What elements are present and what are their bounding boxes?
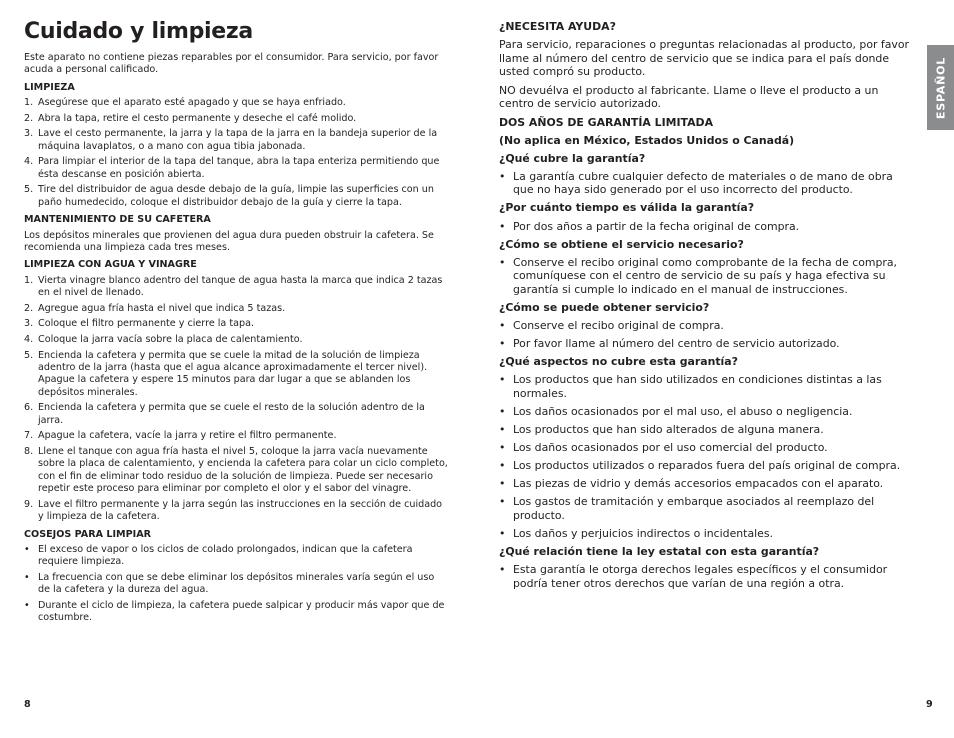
left-content (24, 52, 448, 630)
right-page (499, 0, 933, 738)
answer-list (499, 563, 913, 590)
question-heading: ¿Qué relación tiene la ley estatal con esta garantía? (499, 544, 820, 558)
language-tab-label: ESPAÑOL (934, 56, 947, 119)
list-item: 3. Lave el cesto permanente, la jarra y la tapa de la jarra en la bandeja superior de la máquina lavaplatos, o a mano con agua tibia jabonada. (24, 128, 438, 152)
answer-list (499, 220, 913, 234)
list-item: 3. Coloque el filtro permanente y cierre la tapa. (24, 318, 255, 330)
list-item: • Conserve el recibo original de compra. (499, 318, 724, 332)
list-item: • Los gastos de tramitación y embarque asociados al reemplazo del producto. (499, 495, 875, 522)
question-heading: ¿Por cuánto tiempo es válida la garantía? (499, 201, 755, 215)
garantia-heading: DOS AÑOS DE GARANTÍA LIMITADA (499, 115, 713, 129)
question-heading: ¿Qué cubre la garantía? (499, 151, 646, 165)
list-item: 2. Abra la tapa, retire el cesto permanente y deseche el café molido. (24, 112, 357, 124)
limpieza-list (24, 97, 448, 209)
answer-list (499, 319, 913, 351)
vinagre-list (24, 275, 448, 524)
list-item: • El exceso de vapor o los ciclos de colado prolongados, indican que la cafetera requiere limpieza. (24, 544, 413, 568)
list-item: • Las piezas de vidrio y demás accesorios empacados con el aparato. (499, 477, 884, 491)
ayuda-text-2: NO devuélva el producto al fabricante. Llame o lleve el producto a un centro de servicio autorizado. (499, 83, 879, 111)
page-title: Cuidado y limpieza (24, 19, 253, 44)
garantia-subheading: (No aplica en México, Estados Unidos o Canadá) (499, 133, 795, 147)
list-item: 1. Asegúrese que el aparato esté apagado y que se haya enfriado. (24, 97, 346, 109)
right-content (499, 20, 913, 595)
list-item: • Los productos utilizados o reparados fuera del país original de compra. (499, 459, 901, 473)
limpieza-heading: LIMPIEZA (24, 81, 75, 93)
answer-list (499, 256, 913, 297)
list-item: 9. Lave el filtro permanente y la jarra según las instrucciones en la sección de cuidado y limpieza de la cafetera. (24, 498, 443, 523)
list-item: • Los productos que han sido utilizados en condiciones distintas a las normales. (499, 373, 882, 400)
list-item: • Conserve el recibo original como comprobante de la fecha de compra, comuníquese con el centro de servicio de su país y haga efectiva su garantía si cumple lo indicado en el manual de instrucciones. (499, 255, 898, 296)
list-item: • Durante el ciclo de limpieza, la cafetera puede salpicar y producir más vapor que de costumbre. (24, 600, 445, 624)
list-item: 7. Apague la cafetera, vacíe la jarra y retire el filtro permanente. (24, 430, 337, 442)
list-item: • Los daños ocasionados por el uso comercial del producto. (499, 441, 828, 454)
question-heading: ¿Cómo se obtiene el servicio necesario? (499, 237, 744, 251)
list-item: 5. Tire del distribuidor de agua desde debajo de la guía, limpie las superficies con un paño humedecido, coloque el distribuidor debajo de la guía y cierre la tapa. (24, 184, 434, 208)
list-item: 1. Vierta vinagre blanco adentro del tanque de agua hasta la marca que indica 2 tazas en el nivel de llenado. (24, 274, 443, 299)
list-item: • Por favor llame al número del centro de servicio autorizado. (499, 337, 840, 351)
list-item: • Los daños y perjuicios indirectos o incidentales. (499, 526, 773, 540)
left-page (24, 0, 448, 738)
list-item: 4. Para limpiar el interior de la tapa del tanque, abra la tapa enteriza permitiendo que ésta descanse en posición abierta. (24, 156, 440, 180)
mantenimiento-heading: MANTENIMIENTO DE SU CAFETERA (24, 214, 211, 226)
list-item: • Los daños ocasionados por el mal uso, el abuso o negligencia. (499, 404, 853, 418)
consejos-heading: COSEJOS PARA LIMPIAR (24, 528, 152, 540)
page-number-left: 8 (24, 699, 31, 710)
ayuda-text-1: Para servicio, reparaciones o preguntas relacionadas al producto, por favor llame al número del centro de servicio que se indica para el país donde usted compró su producto. (499, 38, 910, 79)
vinagre-heading: LIMPIEZA CON AGUA Y VINAGRE (24, 259, 197, 271)
consejos-list (24, 544, 448, 625)
page-number-right: 9 (926, 699, 933, 710)
list-item: • La frecuencia con que se debe eliminar los depósitos minerales varía según el uso de la cafetera y la dureza del agua. (24, 572, 435, 596)
list-item: • Esta garantía le otorga derechos legales específicos y el consumidor podría tener otros derechos que varían de una región a otra. (499, 563, 888, 590)
mantenimiento-text: Los depósitos minerales que provienen del agua dura pueden obstruir la cafetera. Se recomienda una limpieza cada tres meses. (24, 229, 434, 254)
list-item: 2. Agregue agua fría hasta el nivel que indica 5 tazas. (24, 302, 286, 314)
answer-list (499, 373, 913, 540)
list-item: 8. Llene el tanque con agua fría hasta el nivel 5, coloque la jarra vacía nuevamente sobre la placa de calentamiento, y encienda la cafetera para colar un ciclo completo, con el fin de eliminar todo residuo de la solución de limpieza. Puede ser necesario repetir este proceso para eliminar por completo el olor y el sabor del vinagre. (24, 446, 448, 495)
list-item: • Los productos que han sido alterados de alguna manera. (499, 422, 824, 436)
question-heading: ¿Cómo se puede obtener servicio? (499, 300, 710, 314)
list-item: 4. Coloque la jarra vacía sobre la placa de calentamiento. (24, 334, 303, 346)
language-tab (927, 45, 954, 130)
answer-list (499, 170, 913, 197)
list-item: • Por dos años a partir de la fecha original de compra. (499, 219, 800, 233)
intro-text: Este aparato no contiene piezas reparables por el consumidor. Para servicio, por favor acuda a personal calificado. (24, 52, 439, 76)
ayuda-heading: ¿NECESITA AYUDA? (499, 20, 616, 33)
list-item: • La garantía cubre cualquier defecto de materiales o de mano de obra que no haya sido generado por el uso incorrecto del producto. (499, 169, 893, 197)
question-heading: ¿Qué aspectos no cubre esta garantía? (499, 355, 738, 369)
list-item: 6. Encienda la cafetera y permita que se cuele el resto de la solución adentro de la jarra. (24, 402, 425, 426)
list-item: 5. Encienda la cafetera y permita que se cuele la mitad de la solución de limpieza adentro de la jarra (hasta que el agua alcance aproximadamente el tercer nivel). Apague la cafetera y espere 15 minutos para dar lugar a que se ablanden los depósitos minerales. (24, 349, 428, 398)
